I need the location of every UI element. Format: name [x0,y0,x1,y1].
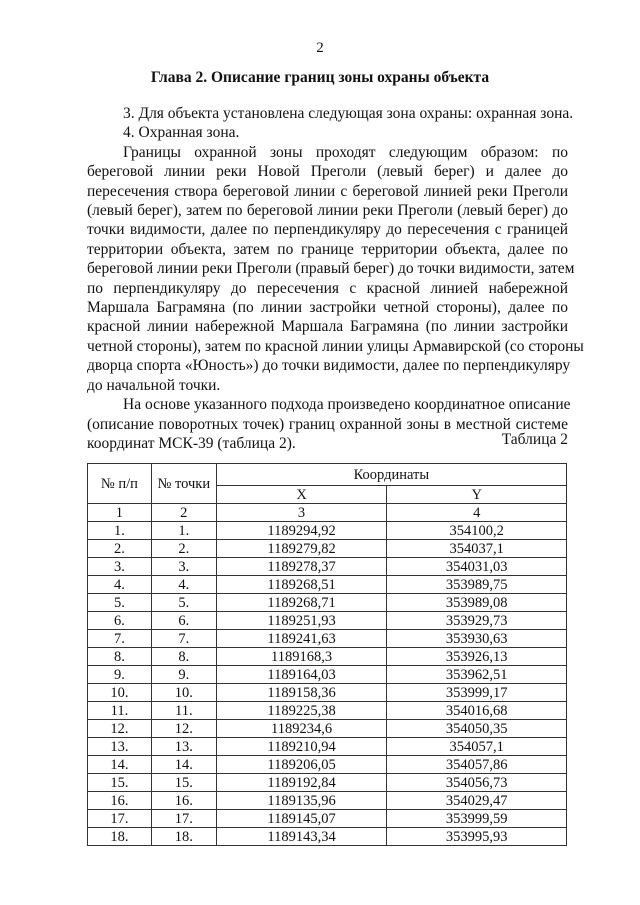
paragraph-line: координат МСК-39 (таблица 2). [87,434,296,452]
point-number: 4. [151,576,216,594]
header-coords: Координаты [216,464,566,486]
point-number: 13. [151,738,216,756]
table-row [88,648,567,666]
paragraph-line: (описание поворотных точек) границ охранной зоны в местной системе [87,415,568,433]
table-row [88,522,567,540]
page-number: 2 [316,40,324,56]
row-number: 5. [88,594,152,612]
coord-x: 1189135,96 [216,792,387,810]
header-point: № точки [151,464,216,504]
point-number: 17. [151,810,216,828]
paragraph [87,143,584,395]
coord-y: 353926,13 [387,648,567,666]
coord-y: 354056,73 [387,774,567,792]
point-number: 1. [151,522,216,540]
table-row [88,774,567,792]
coord-x: 1189168,3 [216,648,387,666]
row-number: 4. [88,576,152,594]
point-number: 18. [151,828,216,846]
coord-x: 1189158,36 [216,684,387,702]
table-row [88,738,567,756]
paragraph-line: точки видимости, далее по перпендикуляру до пересечения с границей [87,221,568,239]
table-row [88,666,567,684]
table-row [88,792,567,810]
coord-x: 1189210,94 [216,738,387,756]
table-row [88,828,567,846]
row-number: 1. [88,522,152,540]
table-row [88,540,567,558]
point-number: 7. [151,630,216,648]
coord-y: 353929,73 [387,612,567,630]
table-row [88,810,567,828]
coord-y: 353962,51 [387,666,567,684]
coord-x: 1189251,93 [216,612,387,630]
coord-x: 1189192,84 [216,774,387,792]
paragraph-line: На основе указанного подхода произведено координатное описание [123,396,571,414]
coord-x: 1189268,71 [216,594,387,612]
paragraph-line: береговой линии реки Преголи (правый берег) до точки видимости, затем [87,260,575,278]
paragraph-line: Границы охранной зоны проходят следующим образом: по [123,143,568,161]
row-number: 10. [88,684,152,702]
point-number: 11. [151,702,216,720]
coordinates-table [87,463,567,846]
row-number: 6. [88,612,152,630]
coord-x: 1189206,05 [216,756,387,774]
row-number: 15. [88,774,152,792]
point-number: 15. [151,774,216,792]
coord-y: 354050,35 [387,720,567,738]
coord-y: 354031,03 [387,558,567,576]
table-row [88,594,567,612]
row-number: 13. [88,738,152,756]
row-number: 18. [88,828,152,846]
table-row [88,756,567,774]
coord-y: 354057,1 [387,738,567,756]
col-number: 3 [216,504,387,522]
coord-y: 353989,08 [387,594,567,612]
point-number: 9. [151,666,216,684]
paragraph-line: 3. Для объекта установлена следующая зона охраны: охранная зона. [123,105,574,122]
row-number: 2. [88,540,152,558]
row-number: 8. [88,648,152,666]
coord-x: 1189143,34 [216,828,387,846]
point-number: 3. [151,558,216,576]
table-row [88,684,567,702]
paragraph-line: четной стороны), затем по красной линии улицы Армавирской (со стороны [87,337,584,355]
coord-y: 353930,63 [387,630,567,648]
paragraph-line: Маршала Баграмяна (по линии застройки четной стороны), далее по [87,299,568,317]
table-row [88,630,567,648]
coord-y: 354100,2 [387,522,567,540]
coord-y: 353995,93 [387,828,567,846]
coord-x: 1189145,07 [216,810,387,828]
point-number: 12. [151,720,216,738]
paragraph-line: (левый берег), затем по береговой линии реки Преголи (левый берег) до [87,202,568,220]
point-number: 10. [151,684,216,702]
paragraph-line: красной линии набережной Маршала Баграмяна (по линии застройки [87,318,568,336]
table-caption: Таблица 2 [501,431,568,448]
table-row [88,576,567,594]
table-row [88,720,567,738]
coord-x: 1189241,63 [216,630,387,648]
header-num: № п/п [88,464,152,504]
document-body [87,104,584,453]
coord-y: 353989,75 [387,576,567,594]
col-number: 2 [151,504,216,522]
paragraph-line: береговой линии реки Новой Преголи (левый берег) и далее до [87,163,568,181]
paragraph-line: 4. Охранная зона. [123,124,240,142]
paragraph [87,104,574,123]
col-number: 1 [88,504,152,522]
col-number: 4 [387,504,567,522]
paragraph [87,123,568,142]
coord-x: 1189268,51 [216,576,387,594]
header-x: X [216,486,387,504]
paragraph-line: по перпендикуляру до пересечения с красной линией набережной [87,279,568,297]
coord-y: 354057,86 [387,756,567,774]
paragraph [87,395,571,453]
coord-x: 1189164,03 [216,666,387,684]
paragraph-line: пересечения створа береговой линии с береговой линией реки Преголи [87,182,568,200]
point-number: 16. [151,792,216,810]
row-number: 9. [88,666,152,684]
row-number: 14. [88,756,152,774]
header-y: Y [387,486,567,504]
point-number: 14. [151,756,216,774]
row-number: 16. [88,792,152,810]
coord-x: 1189225,38 [216,702,387,720]
row-number: 11. [88,702,152,720]
table-row [88,558,567,576]
coord-y: 354016,68 [387,702,567,720]
point-number: 6. [151,612,216,630]
coord-x: 1189294,92 [216,522,387,540]
paragraph-line: дворца спорта «Юность») до точки видимости, далее по перпендикуляру [87,357,571,375]
coord-y: 353999,59 [387,810,567,828]
coord-y: 354037,1 [387,540,567,558]
row-number: 7. [88,630,152,648]
row-number: 3. [88,558,152,576]
point-number: 2. [151,540,216,558]
coord-x: 1189279,82 [216,540,387,558]
row-number: 17. [88,810,152,828]
coord-y: 353999,17 [387,684,567,702]
point-number: 5. [151,594,216,612]
row-number: 12. [88,720,152,738]
coord-x: 1189278,37 [216,558,387,576]
coord-x: 1189234,6 [216,720,387,738]
table-row [88,612,567,630]
coord-y: 354029,47 [387,792,567,810]
point-number: 8. [151,648,216,666]
paragraph-line: территории объекта, затем по границе территории объекта, далее по [87,240,568,258]
chapter-heading: Глава 2. Описание границ зоны охраны объекта [150,69,490,86]
table-row [88,702,567,720]
paragraph-line: до начальной точки. [87,376,221,394]
